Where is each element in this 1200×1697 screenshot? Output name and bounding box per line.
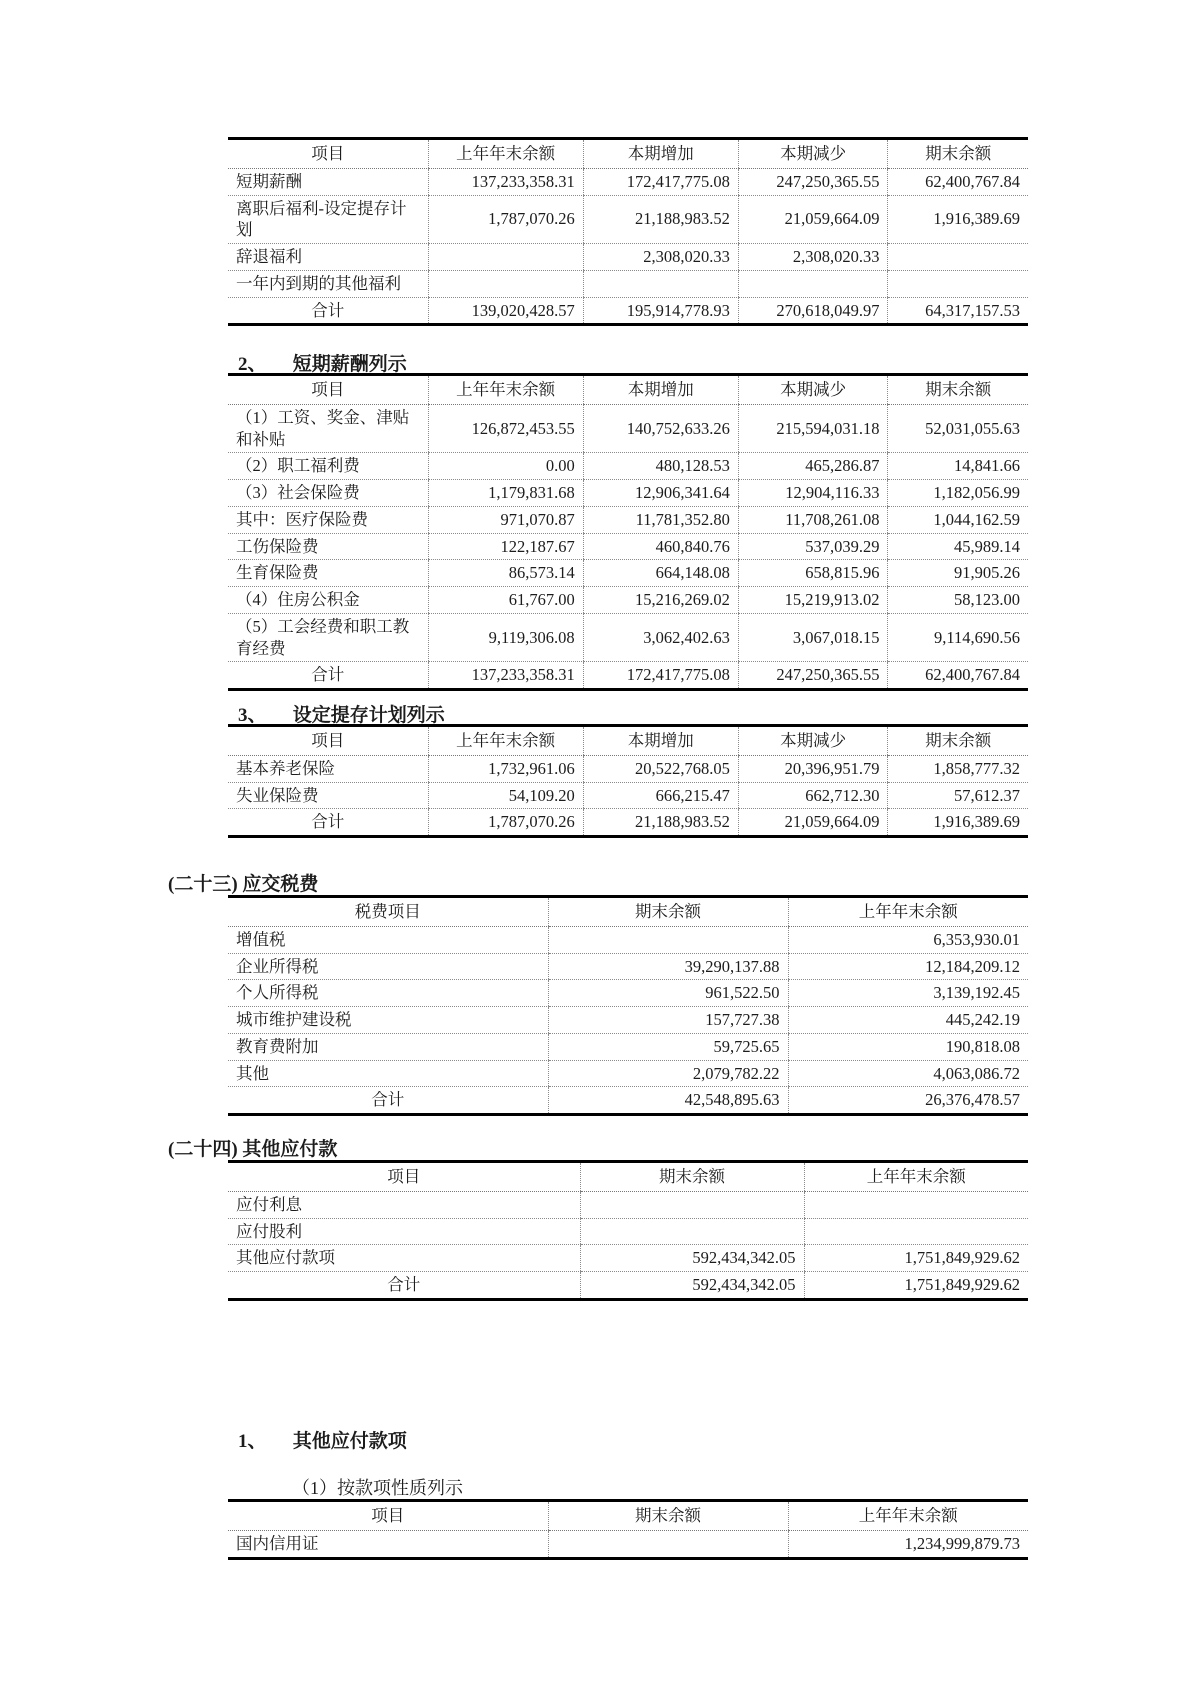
employee-benefits-summary-table (228, 137, 1028, 326)
cell-value (804, 1218, 1028, 1245)
cell-value: 1,916,389.69 (888, 195, 1028, 244)
row-label: （4）住房公积金 (228, 587, 428, 614)
cell-value (888, 270, 1028, 297)
cell-value: 247,250,365.55 (738, 662, 888, 690)
cell-value (428, 270, 583, 297)
table-row (228, 1033, 1028, 1060)
row-label: 基本养老保险 (228, 755, 428, 782)
section-3-number: 3、 (238, 705, 267, 726)
cell-value: 1,751,849,929.62 (804, 1272, 1028, 1300)
cell-value: 190,818.08 (788, 1033, 1028, 1060)
cell-value: 3,062,402.63 (583, 613, 738, 662)
cell-value: 1,858,777.32 (888, 755, 1028, 782)
cell-value: 658,815.96 (738, 560, 888, 587)
subsection-1-number: 1、 (238, 1431, 267, 1452)
cell-value: 0.00 (428, 453, 583, 480)
cell-value: 3,067,018.15 (738, 613, 888, 662)
cell-value: 11,708,261.08 (738, 506, 888, 533)
cell-value: 172,417,775.08 (583, 662, 738, 690)
cell-value: 1,234,999,879.73 (788, 1530, 1028, 1558)
column-header: 期末余额 (888, 375, 1028, 405)
total-row (228, 809, 1028, 837)
column-header: 项目 (228, 139, 428, 169)
cell-value: 58,123.00 (888, 587, 1028, 614)
column-header: 项目 (228, 726, 428, 756)
cell-value (580, 1218, 804, 1245)
row-label: 合计 (311, 812, 345, 832)
cell-value: 465,286.87 (738, 453, 888, 480)
row-label: 其他 (228, 1060, 548, 1087)
cell-value: 21,188,983.52 (583, 195, 738, 244)
column-header: 期末余额 (888, 139, 1028, 169)
section-3-heading (238, 700, 445, 727)
cell-value (428, 244, 583, 271)
table-row (228, 533, 1028, 560)
column-header: 本期减少 (738, 375, 888, 405)
cell-value: 26,376,478.57 (788, 1087, 1028, 1115)
column-header: 项目 (228, 1501, 548, 1531)
table-row (228, 480, 1028, 507)
total-row (228, 1087, 1028, 1115)
cell-value: 1,732,961.06 (428, 755, 583, 782)
row-label: 企业所得税 (228, 953, 548, 980)
cell-value: 2,079,782.22 (548, 1060, 788, 1087)
header-row (228, 139, 1028, 169)
row-label: 短期薪酬 (228, 168, 428, 195)
column-header: 税费项目 (228, 897, 548, 927)
table-row (228, 587, 1028, 614)
table-row (228, 168, 1028, 195)
row-label: 应付股利 (228, 1218, 580, 1245)
row-label: 离职后福利-设定提存计划 (228, 195, 428, 244)
column-header: 上年年末余额 (428, 375, 583, 405)
cell-value: 137,233,358.31 (428, 662, 583, 690)
cell-value: 9,119,306.08 (428, 613, 583, 662)
table-row (228, 560, 1028, 587)
cell-value: 3,139,192.45 (788, 980, 1028, 1007)
cell-value: 445,242.19 (788, 1007, 1028, 1034)
cell-value: 140,752,633.26 (583, 404, 738, 453)
column-header: 期末余额 (580, 1162, 804, 1192)
cell-value: 157,727.38 (548, 1007, 788, 1034)
section-2-heading (238, 349, 407, 376)
section-24-heading: (二十四) 其他应付款 (168, 1139, 338, 1160)
row-label: 教育费附加 (228, 1033, 548, 1060)
row-label: 生育保险费 (228, 560, 428, 587)
cell-value: 1,044,162.59 (888, 506, 1028, 533)
cell-value: 57,612.37 (888, 782, 1028, 809)
subsection-1-1-heading: （1）按款项性质列示 (292, 1478, 463, 1498)
subsection-1-title: 其他应付款项 (292, 1431, 407, 1452)
cell-value: 20,396,951.79 (738, 755, 888, 782)
cell-value: 480,128.53 (583, 453, 738, 480)
row-label: 国内信用证 (236, 1533, 319, 1553)
cell-value: 1,787,070.26 (428, 809, 583, 837)
row-label: 失业保险费 (228, 782, 428, 809)
row-label: 辞退福利 (228, 244, 428, 271)
cell-value (738, 270, 888, 297)
row-label: 合计 (387, 1275, 421, 1295)
column-header: 上年年末余额 (788, 897, 1028, 927)
table-row (228, 1191, 1028, 1218)
cell-value: 971,070.87 (428, 506, 583, 533)
cell-value: 42,548,895.63 (548, 1087, 788, 1115)
row-label: 其他应付款项 (228, 1245, 580, 1272)
cell-value: 21,059,664.09 (738, 809, 888, 837)
cell-value: 139,020,428.57 (428, 297, 583, 325)
cell-value: 59,725.65 (548, 1033, 788, 1060)
cell-value: 215,594,031.18 (738, 404, 888, 453)
cell-value: 11,781,352.80 (583, 506, 738, 533)
cell-value: 61,767.00 (428, 587, 583, 614)
cell-value (888, 244, 1028, 271)
cell-value: 12,906,341.64 (583, 480, 738, 507)
row-label: （2）职工福利费 (228, 453, 428, 480)
cell-value: 45,989.14 (888, 533, 1028, 560)
row-label: （3）社会保险费 (228, 480, 428, 507)
header-row (228, 726, 1028, 756)
table-row (228, 506, 1028, 533)
cell-value: 137,233,358.31 (428, 168, 583, 195)
cell-value: 4,063,086.72 (788, 1060, 1028, 1087)
table-row (228, 1530, 1028, 1558)
total-row (228, 1272, 1028, 1300)
cell-value: 961,522.50 (548, 980, 788, 1007)
column-header: 期末余额 (548, 897, 788, 927)
cell-value: 14,841.66 (888, 453, 1028, 480)
cell-value: 2,308,020.33 (738, 244, 888, 271)
cell-value (548, 926, 788, 953)
table-row (228, 1007, 1028, 1034)
header-row (228, 1162, 1028, 1192)
column-header: 本期增加 (583, 726, 738, 756)
table-row (228, 953, 1028, 980)
cell-value: 592,434,342.05 (580, 1245, 804, 1272)
column-header: 期末余额 (888, 726, 1028, 756)
section-2-title: 短期薪酬列示 (292, 354, 407, 375)
total-row (228, 297, 1028, 325)
table-row (228, 1060, 1028, 1087)
cell-value (583, 270, 738, 297)
cell-value: 1,787,070.26 (428, 195, 583, 244)
other-payables-table (228, 1160, 1028, 1301)
table-row (228, 980, 1028, 1007)
cell-value: 6,353,930.01 (788, 926, 1028, 953)
column-header: 项目 (228, 1162, 580, 1192)
table-row (228, 404, 1028, 453)
cell-value: 64,317,157.53 (888, 297, 1028, 325)
table-row (228, 195, 1028, 244)
cell-value: 15,216,269.02 (583, 587, 738, 614)
table-row (228, 926, 1028, 953)
cell-value: 1,182,056.99 (888, 480, 1028, 507)
cell-value: 666,215.47 (583, 782, 738, 809)
row-label: 应付利息 (228, 1191, 580, 1218)
cell-value: 1,751,849,929.62 (804, 1245, 1028, 1272)
table-row (228, 270, 1028, 297)
cell-value: 2,308,020.33 (583, 244, 738, 271)
column-header: 上年年末余额 (428, 139, 583, 169)
row-label: 合计 (311, 300, 345, 320)
table-row (228, 782, 1028, 809)
column-header: 期末余额 (548, 1501, 788, 1531)
cell-value: 270,618,049.97 (738, 297, 888, 325)
cell-value: 91,905.26 (888, 560, 1028, 587)
short-term-pay-table (228, 373, 1028, 691)
table-row (228, 755, 1028, 782)
cell-value: 662,712.30 (738, 782, 888, 809)
header-row (228, 375, 1028, 405)
row-label: 增值税 (228, 926, 548, 953)
cell-value: 122,187.67 (428, 533, 583, 560)
cell-value (804, 1191, 1028, 1218)
cell-value: 664,148.08 (583, 560, 738, 587)
cell-value: 39,290,137.88 (548, 953, 788, 980)
cell-value: 15,219,913.02 (738, 587, 888, 614)
cell-value: 537,039.29 (738, 533, 888, 560)
other-payables-by-nature-table (228, 1499, 1028, 1560)
row-label: （5）工会经费和职工教育经费 (228, 613, 428, 662)
section-3-title: 设定提存计划列示 (292, 705, 445, 726)
header-row (228, 1501, 1028, 1531)
cell-value: 1,179,831.68 (428, 480, 583, 507)
table-row (228, 613, 1028, 662)
cell-value: 86,573.14 (428, 560, 583, 587)
cell-value: 247,250,365.55 (738, 168, 888, 195)
column-header: 项目 (228, 375, 428, 405)
table-row (228, 244, 1028, 271)
row-label: 合计 (371, 1090, 405, 1110)
cell-value: 126,872,453.55 (428, 404, 583, 453)
cell-value: 172,417,775.08 (583, 168, 738, 195)
subsection-1-heading (238, 1426, 407, 1453)
cell-value: 62,400,767.84 (888, 662, 1028, 690)
column-header: 本期减少 (738, 726, 888, 756)
row-label: （1）工资、奖金、津贴和补贴 (228, 404, 428, 453)
column-header: 本期减少 (738, 139, 888, 169)
cell-value: 460,840.76 (583, 533, 738, 560)
row-label: 合计 (311, 665, 345, 685)
column-header: 上年年末余额 (804, 1162, 1028, 1192)
row-label: 一年内到期的其他福利 (228, 270, 428, 297)
cell-value: 21,059,664.09 (738, 195, 888, 244)
row-label: 工伤保险费 (228, 533, 428, 560)
taxes-payable-table (228, 895, 1028, 1116)
section-2-number: 2、 (238, 354, 267, 375)
cell-value: 52,031,055.63 (888, 404, 1028, 453)
section-23-heading: (二十三) 应交税费 (168, 874, 319, 895)
table-row (228, 1245, 1028, 1272)
cell-value: 1,916,389.69 (888, 809, 1028, 837)
cell-value: 9,114,690.56 (888, 613, 1028, 662)
header-row (228, 897, 1028, 927)
cell-value: 20,522,768.05 (583, 755, 738, 782)
row-label: 个人所得税 (228, 980, 548, 1007)
total-row (228, 662, 1028, 690)
column-header: 上年年末余额 (428, 726, 583, 756)
cell-value: 21,188,983.52 (583, 809, 738, 837)
row-label: 其中：医疗保险费 (228, 506, 428, 533)
cell-value: 54,109.20 (428, 782, 583, 809)
cell-value (548, 1530, 788, 1558)
column-header: 本期增加 (583, 375, 738, 405)
cell-value: 12,904,116.33 (738, 480, 888, 507)
column-header: 本期增加 (583, 139, 738, 169)
table-row (228, 1218, 1028, 1245)
cell-value (580, 1191, 804, 1218)
row-label: 城市维护建设税 (228, 1007, 548, 1034)
cell-value: 62,400,767.84 (888, 168, 1028, 195)
cell-value: 592,434,342.05 (580, 1272, 804, 1300)
column-header: 上年年末余额 (788, 1501, 1028, 1531)
cell-value: 195,914,778.93 (583, 297, 738, 325)
cell-value: 12,184,209.12 (788, 953, 1028, 980)
defined-contribution-table (228, 724, 1028, 838)
table-row (228, 453, 1028, 480)
